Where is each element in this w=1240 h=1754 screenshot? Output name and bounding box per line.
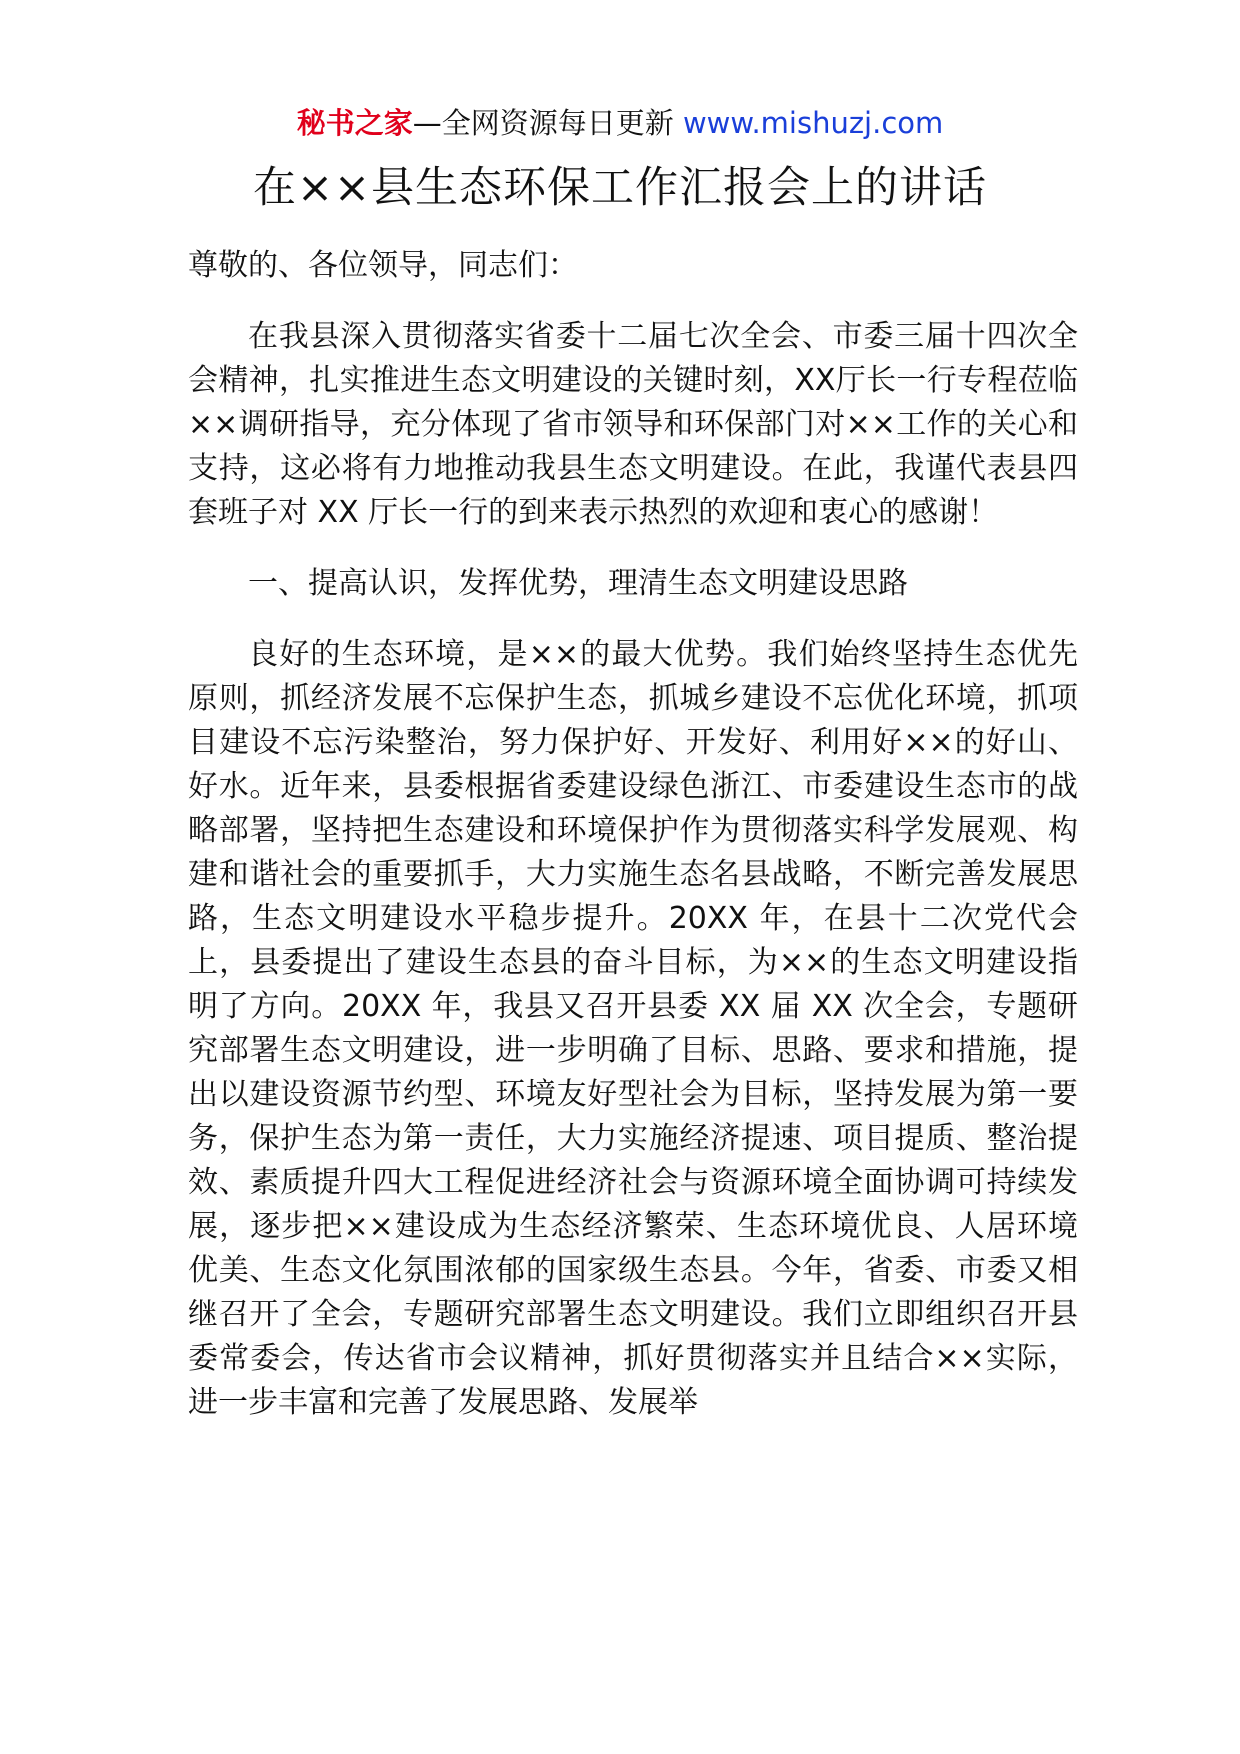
site-header	[0, 102, 1240, 144]
brand-name: 秘书之家	[296, 106, 413, 140]
document-body	[188, 244, 1078, 1452]
opening-paragraph: 在我县深入贯彻落实省委十二届七次全会、市委三届十四次全会精神，扎实推进生态文明建设的关键时刻，XX厅长一行专程莅临××调研指导，充分体现了省市领导和环保部门对××工作的关心和支持，这必将有力地推动我县生态文明建设。在此，我谨代表县四套班子对 XX 厅长一行的到来表示热烈的欢迎和衷心的感谢！	[188, 319, 1078, 530]
body-paragraph: 良好的生态环境，是××的最大优势。我们始终坚持生态优先原则，抓经济发展不忘保护生态，抓城乡建设不忘优化环境，抓项目建设不忘污染整治，努力保护好、开发好、利用好××的好山、好水。近年来，县委根据省委建设绿色浙江、市委建设生态市的战略部署，坚持把生态建设和环境保护作为贯彻落实科学发展观、构建和谐社会的重要抓手，大力实施生态名县战略，不断完善发展思路，生态文明建设水平稳步提升。20XX 年，在县十二次党代会上，县委提出了建设生态县的奋斗目标，为××的生态文明建设指明了方向。20XX 年，我县又召开县委 XX 届 XX 次全会，专题研究部署生态文明建设，进一步明确了目标、思路、要求和措施，提出以建设资源节约型、环境友好型社会为目标，坚持发展为第一要务，保护生态为第一责任，大力实施经济提速、项目提质、整治提效、素质提升四大工程促进经济社会与资源环境全面协调可持续发展，逐步把××建设成为生态经济繁荣、生态环境优良、人居环境优美、生态文化氛围浓郁的国家级生态县。今年，省委、市委又相继召开了全会，专题研究部署生态文明建设。我们立即组织召开县委常委会，传达省市会议精神，抓好贯彻落实并且结合××实际，进一步丰富和完善了发展思路、发展举	[188, 637, 1078, 1420]
document-title: 在××县生态环保工作汇报会上的讲话	[252, 163, 988, 213]
section-heading: 一、提高认识，发挥优势，理清生态文明建设思路	[248, 566, 908, 601]
salutation: 尊敬的、各位领导，同志们：	[188, 248, 578, 283]
site-slogan: —全网资源每日更新	[412, 106, 683, 140]
site-url-link[interactable]: www.mishuzj.com	[682, 106, 944, 140]
